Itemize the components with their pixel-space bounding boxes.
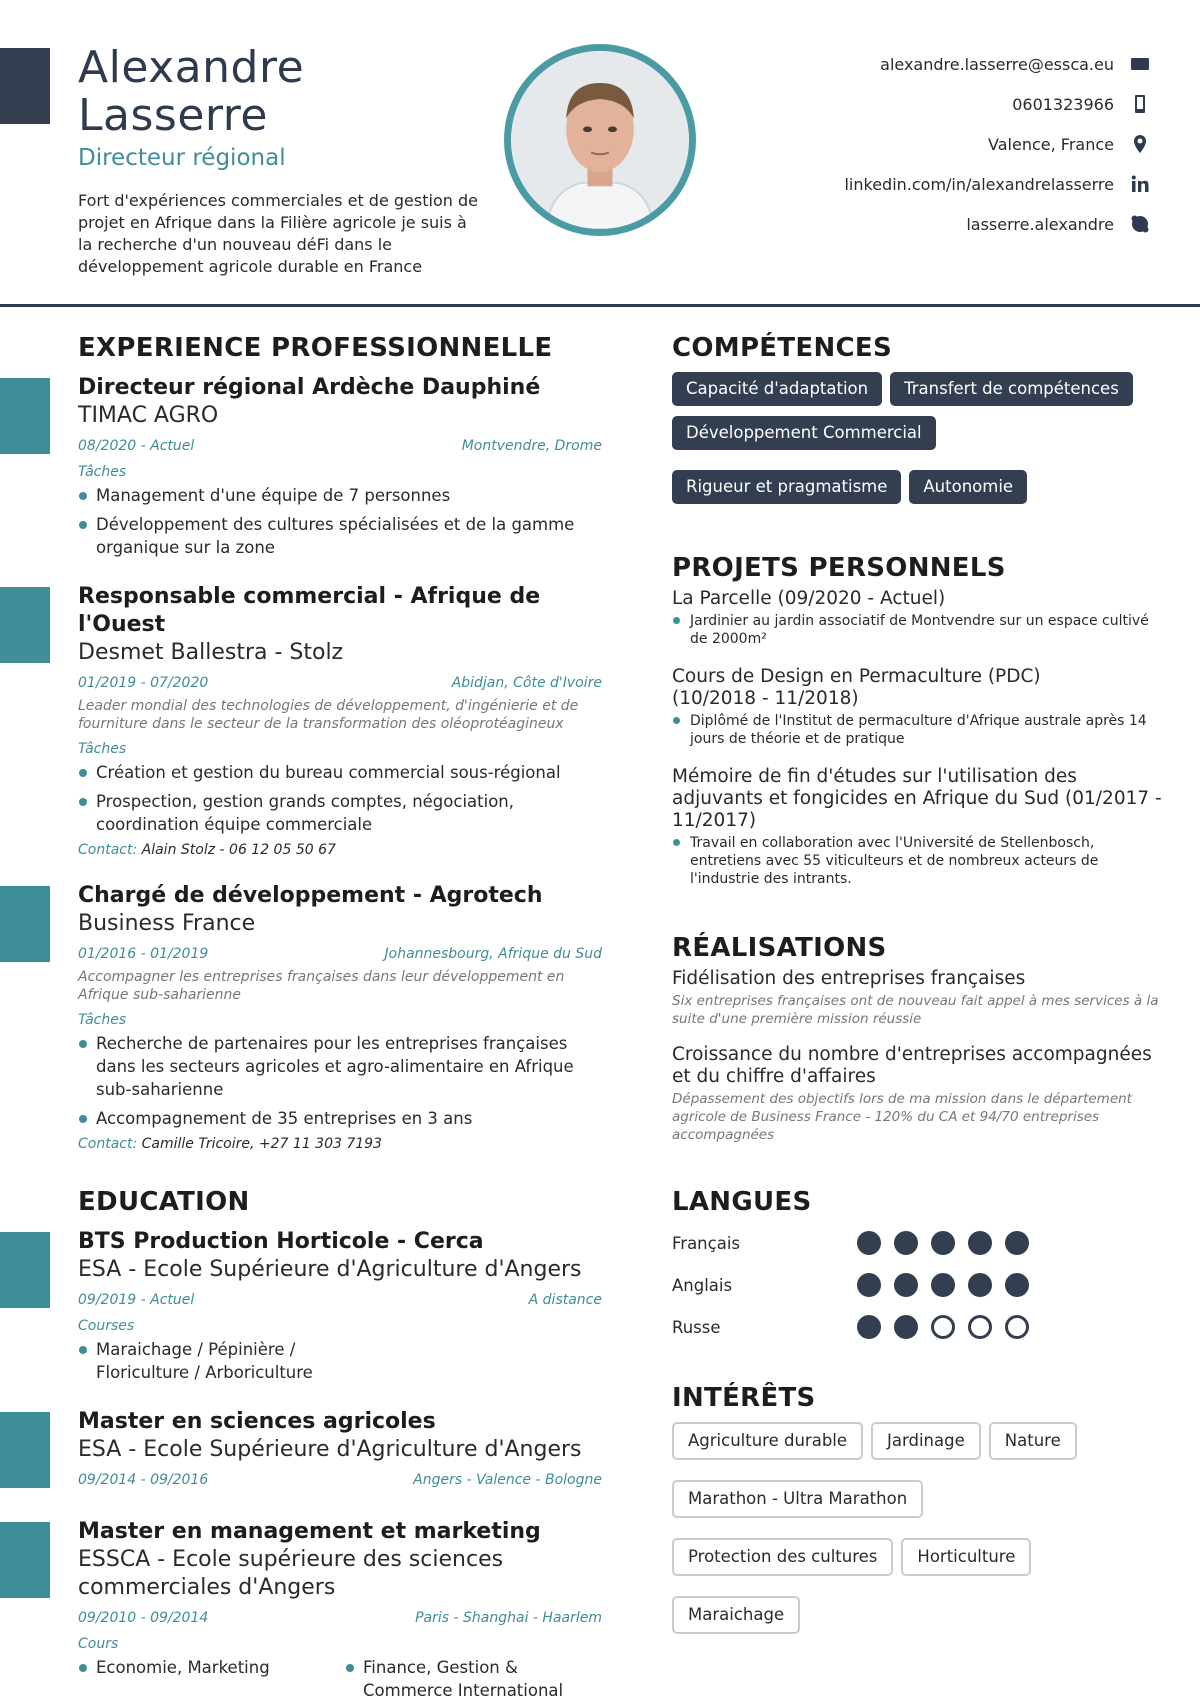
degree-title: BTS Production Horticole - Cerca	[78, 1229, 484, 1254]
entry-meta	[78, 1608, 602, 1628]
contact-email[interactable]	[792, 44, 1152, 84]
role-title: Responsable commercial - Afrique de l'Ouest	[78, 584, 541, 637]
name-first: Alexandre	[78, 42, 305, 93]
language-row	[672, 1222, 1162, 1264]
company-description: Leader mondial des technologies de développement, d'ingénierie et de fourniture dans le secteur de la transformation des oléoprotéagineux	[78, 698, 579, 732]
entry-dates: 09/2019 - Actuel	[78, 1292, 195, 1308]
entry-meta	[78, 436, 602, 456]
courses-columns	[78, 1654, 602, 1698]
languages-list	[672, 1222, 1162, 1348]
phone-icon	[1128, 92, 1152, 116]
list-item: Diplômé de l'Institut de permaculture d'Afrique australe après 14 jours de théorie et de pratique	[672, 712, 1162, 748]
entry-accent-bar	[0, 587, 50, 663]
list-item: Développement des cultures spécialisées et de la gamme organique sur la zone	[78, 513, 602, 559]
interests-section-title: INTÉRÊTS	[672, 1383, 816, 1413]
language-name: Russe	[672, 1317, 721, 1337]
tasks-list	[78, 484, 602, 559]
languages-section-title: LANGUES	[672, 1187, 812, 1217]
courses-list	[78, 1338, 338, 1384]
achievement-title: Fidélisation des entreprises françaises	[672, 968, 1026, 989]
entry-meta	[78, 944, 602, 964]
achievement-description: Six entreprises françaises ont de nouveau fait appel à mes services à la suite d'une première mission réussie	[672, 993, 1159, 1027]
interests-tags	[672, 1422, 1162, 1634]
reference-contact	[78, 842, 602, 858]
project-title: Mémoire de fin d'études sur l'utilisation des adjuvants et fongicides en Afrique du Sud (01/2017 - 11/2017)	[672, 766, 1162, 831]
email-text[interactable]: alexandre.lasserre@essca.eu	[880, 54, 1114, 74]
education-section-title: EDUCATION	[78, 1187, 250, 1217]
rating-dot-filled	[894, 1231, 918, 1255]
list-item: Jardinier au jardin associatif de Montvendre sur un espace cultivé de 2000m²	[672, 612, 1162, 648]
rating-dot-empty	[968, 1315, 992, 1339]
education-entry	[78, 1228, 602, 1384]
language-row	[672, 1306, 1162, 1348]
courses-label: Cours	[78, 1636, 119, 1652]
reference-contact	[78, 1136, 602, 1152]
list-item: Recherche de partenaires pour les entreprises françaises dans les secteurs agricoles et agro-alimentaire en Afrique sub-saharienne	[78, 1032, 602, 1101]
school-name: ESSCA - Ecole supérieure des sciences commerciales d'Angers	[78, 1547, 504, 1600]
entry-location: Paris - Shanghai - Haarlem	[415, 1610, 602, 1626]
skills-section-title: COMPÉTENCES	[672, 333, 892, 363]
project-item	[672, 766, 1162, 888]
achievement-item	[672, 1044, 1162, 1144]
achievement-description: Dépassement des objectifs lors de ma mission dans le département agricole de Business France - 120% du CA et 94/70 entreprises accompagnées	[672, 1091, 1132, 1143]
entry-accent-bar	[0, 886, 50, 962]
achievements-section-title: RÉALISATIONS	[672, 933, 887, 963]
language-level-rating	[857, 1231, 1029, 1255]
contact-value: Alain Stolz - 06 12 05 50 67	[141, 842, 336, 858]
degree-title: Master en management et marketing	[78, 1519, 541, 1544]
skype-text[interactable]: lasserre.alexandre	[966, 214, 1114, 234]
skill-tag: Autonomie	[909, 470, 1027, 504]
list-item: Finance, Gestion & Commerce International	[345, 1656, 602, 1698]
skill-tag: Développement Commercial	[672, 416, 936, 450]
role-title: Directeur régional Ardèche Dauphiné	[78, 375, 541, 400]
rating-dot-filled	[968, 1273, 992, 1297]
experience-entry	[78, 374, 602, 559]
linkedin-text[interactable]: linkedin.com/in/alexandrelasserre	[844, 174, 1114, 194]
tasks-label: Tâches	[78, 1012, 127, 1028]
language-name: Anglais	[672, 1275, 733, 1295]
contact-phone[interactable]	[792, 84, 1152, 124]
rating-dot-filled	[857, 1273, 881, 1297]
contact-value: Camille Tricoire, +27 11 303 7193	[141, 1136, 382, 1152]
interest-tag: Nature	[989, 1422, 1077, 1460]
entry-location: Johannesbourg, Afrique du Sud	[384, 946, 602, 962]
entry-accent-bar	[0, 1412, 50, 1488]
job-title: Directeur régional	[78, 145, 286, 171]
list-item: Travail en collaboration avec l'Université de Stellenbosch, entretiens avec 55 viticulteurs et de nombreux acteurs de l'industrie des intrants.	[672, 834, 1162, 888]
header-accent-bar	[0, 48, 50, 124]
rating-dot-filled	[894, 1315, 918, 1339]
language-level-rating	[857, 1273, 1029, 1297]
tasks-list	[78, 761, 602, 836]
interest-tag: Horticulture	[901, 1538, 1031, 1576]
list-item: Création et gestion du bureau commercial sous-régional	[78, 761, 602, 784]
language-row	[672, 1264, 1162, 1306]
interest-tag: Agriculture durable	[672, 1422, 863, 1460]
entry-dates: 08/2020 - Actuel	[78, 438, 195, 454]
interest-tag: Protection des cultures	[672, 1538, 893, 1576]
company-name: Desmet Ballestra - Stolz	[78, 640, 344, 665]
project-details	[672, 712, 1162, 748]
rating-dot-empty	[1005, 1315, 1029, 1339]
entry-dates: 09/2010 - 09/2014	[78, 1610, 209, 1626]
skype-icon	[1128, 212, 1152, 236]
entry-accent-bar	[0, 1522, 50, 1598]
project-title: Cours de Design en Permaculture (PDC) (10/2018 - 11/2018)	[672, 666, 1041, 709]
rating-dot-filled	[968, 1231, 992, 1255]
summary-text: Fort d'expériences commerciales et de gestion de projet en Afrique dans la Filière agricole je suis à la recherche d'un nouveau déFi dans le développement agricole durable en France	[78, 191, 478, 276]
portrait-illustration	[511, 51, 689, 229]
entry-location: Abidjan, Côte d'Ivoire	[451, 675, 602, 691]
entry-accent-bar	[0, 1232, 50, 1308]
entry-dates: 01/2019 - 07/2020	[78, 675, 209, 691]
skill-tag: Capacité d'adaptation	[672, 372, 882, 406]
degree-title: Master en sciences agricoles	[78, 1409, 436, 1434]
header-divider	[0, 304, 1200, 307]
skill-tag: Rigueur et pragmatisme	[672, 470, 901, 504]
contact-location	[792, 124, 1152, 164]
tasks-list	[78, 1032, 602, 1130]
courses-list	[78, 1656, 335, 1698]
rating-dot-empty	[931, 1315, 955, 1339]
right-column	[672, 328, 1162, 1634]
project-title: La Parcelle (09/2020 - Actuel)	[672, 588, 946, 609]
rating-dot-filled	[894, 1273, 918, 1297]
achievement-title: Croissance du nombre d'entreprises accompagnées et du chiffre d'affaires	[672, 1044, 1152, 1087]
role-title: Chargé de développement - Agrotech	[78, 883, 543, 908]
contact-label: Contact:	[78, 1136, 138, 1152]
name-last: Lasserre	[78, 90, 268, 141]
company-description: Accompagner les entreprises françaises dans leur développement en Afrique sub-saharienne	[78, 969, 565, 1003]
rating-dot-filled	[1005, 1273, 1029, 1297]
rating-dot-filled	[857, 1315, 881, 1339]
candidate-name	[78, 44, 304, 140]
education-entry	[78, 1408, 602, 1490]
location-text: Valence, France	[988, 134, 1114, 154]
experience-entry	[78, 583, 602, 858]
education-entry	[78, 1518, 602, 1698]
projects-section-title: PROJETS PERSONNELS	[672, 553, 1006, 583]
location-icon	[1128, 132, 1152, 156]
experience-entry	[78, 882, 602, 1152]
interest-tag: Maraichage	[672, 1596, 800, 1634]
email-icon	[1128, 52, 1152, 76]
entry-location: Montvendre, Drome	[461, 438, 602, 454]
entry-location: A distance	[528, 1292, 602, 1308]
profile-photo	[504, 44, 696, 236]
company-name: Business France	[78, 911, 256, 936]
list-item: Prospection, gestion grands comptes, négociation, coordination équipe commerciale	[78, 790, 602, 836]
entry-location: Angers - Valence - Bologne	[413, 1472, 602, 1488]
entry-meta	[78, 673, 602, 693]
language-name: Français	[672, 1233, 741, 1253]
courses-list	[345, 1656, 602, 1698]
list-item: Economie, Marketing	[78, 1656, 335, 1679]
rating-dot-filled	[857, 1231, 881, 1255]
school-name: ESA - Ecole Supérieure d'Agriculture d'Angers	[78, 1437, 582, 1462]
entry-dates: 01/2016 - 01/2019	[78, 946, 209, 962]
list-item: Management d'une équipe de 7 personnes	[78, 484, 602, 507]
skills-tags	[672, 372, 1162, 504]
entry-dates: 09/2014 - 09/2016	[78, 1472, 209, 1488]
contact-skype[interactable]	[792, 204, 1152, 244]
rating-dot-filled	[931, 1231, 955, 1255]
list-item: Accompagnement de 35 entreprises en 3 ans	[78, 1107, 602, 1130]
interest-tag: Jardinage	[871, 1422, 981, 1460]
entry-meta	[78, 1290, 602, 1310]
skill-tag: Transfert de compétences	[890, 372, 1133, 406]
company-name: TIMAC AGRO	[78, 403, 219, 428]
list-item: Maraichage / Pépinière / Floriculture / Arboriculture	[78, 1338, 338, 1384]
courses-label: Courses	[78, 1318, 135, 1334]
language-level-rating	[857, 1315, 1029, 1339]
contact-label: Contact:	[78, 842, 138, 858]
rating-dot-filled	[931, 1273, 955, 1297]
project-item	[672, 588, 1162, 648]
linkedin-icon	[1128, 172, 1152, 196]
phone-text[interactable]: 0601323966	[1012, 94, 1114, 114]
tasks-label: Tâches	[78, 464, 127, 480]
achievement-item	[672, 968, 1162, 1028]
interest-tag: Marathon - Ultra Marathon	[672, 1480, 923, 1518]
rating-dot-filled	[1005, 1231, 1029, 1255]
school-name: ESA - Ecole Supérieure d'Agriculture d'Angers	[78, 1257, 582, 1282]
contact-linkedin[interactable]	[792, 164, 1152, 204]
project-details	[672, 834, 1162, 888]
tasks-label: Tâches	[78, 741, 127, 757]
project-item	[672, 666, 1162, 748]
project-details	[672, 612, 1162, 648]
entry-accent-bar	[0, 378, 50, 454]
contact-list	[792, 44, 1152, 244]
entry-meta	[78, 1470, 602, 1490]
left-column	[78, 328, 602, 1698]
experience-section-title: EXPERIENCE PROFESSIONNELLE	[78, 333, 553, 363]
